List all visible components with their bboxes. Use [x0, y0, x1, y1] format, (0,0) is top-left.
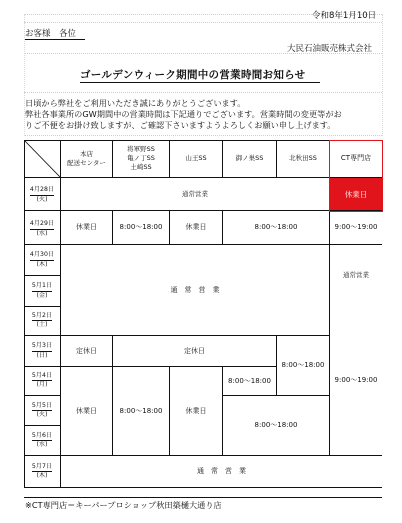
- grid-line: [24, 92, 382, 93]
- header-ct: CT専門店: [340, 154, 372, 162]
- intro-line-3: りご不便をお掛け致しますが、ご確認下さいますようよろしくお願い申し上げます。: [25, 120, 336, 130]
- footer-rule: [24, 497, 382, 498]
- date-row-7: 5月4日 (月): [31, 371, 53, 388]
- cell-r7-shogunno: 8:00～18:00: [119, 406, 163, 415]
- date-row-8: 5月5日 (火): [31, 401, 53, 418]
- cell-r2-shogunno: 8:00～18:00: [119, 223, 163, 231]
- cell-r7-sanno: 休業日: [185, 406, 207, 415]
- cell-r2-sanno: 休業日: [185, 223, 207, 231]
- header-diagonal: [24, 140, 60, 177]
- date-row-3: 4月30日 (木): [29, 251, 55, 268]
- intro-line-2: 弊社各事業所のGW期間中の営業時間は下記通りでございます。営業時間の変更等がお: [25, 109, 342, 119]
- company-name: 大民石油販売株式会社: [287, 44, 373, 54]
- cell-r10-normal: 通 常 営 業: [197, 467, 246, 475]
- header-gonosu: 御ノ巣SS: [235, 154, 264, 162]
- cell-r2-others: 8:00～18:00: [254, 223, 298, 231]
- grid-line: [24, 135, 382, 136]
- cell-r7-gonosu: 8:00～18:00: [228, 376, 271, 385]
- date-row-2: 4月29日 (水): [29, 220, 55, 237]
- header-shogunno: 将軍野SS 亀ノ丁SS 土崎SS: [127, 145, 155, 171]
- footer-note: ※CT専門店＝キーパープロショップ秋田築樋大通り店: [25, 500, 222, 510]
- grid-line: [24, 22, 382, 23]
- cell-r1-ct-closed: 休業日: [330, 178, 382, 210]
- cell-r1-normal: 通常営業: [182, 189, 208, 198]
- cell-r6-mid: 定休日: [184, 346, 205, 355]
- header-kitaakita: 北秋田SS: [289, 154, 317, 162]
- cell-r2-ct: 9:00～19:00: [334, 223, 378, 231]
- grid-line: [382, 14, 383, 136]
- date-row-1: 4月28日 (火): [29, 186, 55, 203]
- date-row-6: 5月3日 (日): [31, 342, 53, 359]
- recipient: お客様 各位: [25, 29, 77, 39]
- recipient-underline: [25, 39, 85, 40]
- cell-r3-5-normal: 通 常 営 業: [170, 285, 220, 294]
- page-title: ゴールデンウィーク期間中の営業時間お知らせ: [80, 69, 306, 81]
- cell-r8-others: 8:00～18:00: [254, 421, 298, 429]
- header-sanno: 山王SS: [185, 154, 207, 162]
- header-honten: 本店 配送センター: [67, 149, 106, 167]
- date-row-10: 5月7日 (木): [31, 462, 53, 479]
- cell-r3-ct-normal: 通常営業: [343, 270, 369, 279]
- table-rule: [222, 210, 223, 244]
- title-underline: [80, 82, 320, 83]
- cell-r6-honten: 定休日: [76, 346, 97, 355]
- issue-date: 令和8年1月10日: [312, 11, 377, 21]
- table-rule: [112, 210, 113, 244]
- ct-column-highlight: [329, 140, 383, 212]
- cell-r2-honten: 休業日: [76, 223, 97, 231]
- date-row-9: 5月6日 (水): [31, 431, 53, 448]
- cell-r7-ct: 9:00～19:00: [334, 375, 378, 384]
- date-row-5: 5月2日 (土): [31, 311, 53, 328]
- table-rule: [169, 210, 170, 244]
- table-border: [24, 487, 382, 488]
- cell-r7-honten: 休業日: [76, 406, 97, 415]
- schedule-table: [24, 140, 382, 488]
- table-rule: [24, 210, 60, 211]
- intro-line-1: 日頃から弊社をご利用いただき誠にありがとうございます。: [25, 98, 246, 108]
- cell-r6-kitaakita: 8:00～18:00: [281, 361, 325, 369]
- intro-text: [25, 98, 342, 131]
- date-row-4: 5月1日 (金): [31, 282, 53, 299]
